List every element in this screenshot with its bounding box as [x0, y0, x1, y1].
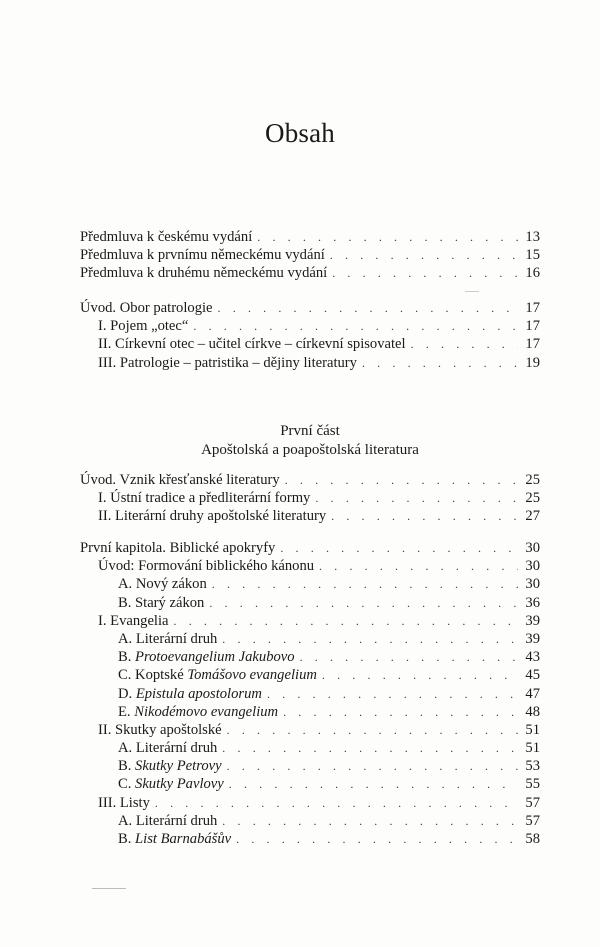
part-subtitle: Apoštolská a poapoštolská literatura — [201, 442, 419, 458]
toc-leader-dots — [330, 246, 518, 264]
toc-leader-dots — [222, 630, 518, 648]
toc-leader-dots — [362, 354, 518, 372]
toc-entry — [80, 666, 540, 684]
toc-entry — [80, 539, 540, 557]
toc-entry-label: Předmluva k českému vydání — [80, 229, 253, 245]
toc-page-number: 51 — [525, 740, 540, 757]
toc-entry-prefix: D. — [118, 685, 136, 702]
toc-page-number: 30 — [525, 558, 540, 575]
toc-entry — [80, 471, 540, 489]
toc-entry-label: A. Literární druh — [118, 812, 218, 829]
toc-page-number: 16 — [525, 265, 540, 282]
toc-leader-dots — [229, 775, 518, 793]
toc-leader-dots — [227, 757, 518, 775]
scan-mark — [92, 888, 126, 889]
toc-entry — [80, 775, 540, 793]
toc-entry-label: III. Listy — [98, 794, 150, 811]
toc-entry-label — [118, 830, 231, 848]
toc-prefaces — [80, 228, 540, 283]
toc-leader-dots — [300, 648, 518, 666]
toc-page-number: 19 — [525, 354, 540, 371]
toc-page-number: 48 — [525, 703, 540, 720]
toc-entry-italic-title: Skutky Petrovy — [135, 758, 222, 775]
toc-entry-italic-title: Nikodémovo evangelium — [134, 703, 279, 720]
toc-leader-dots — [411, 335, 518, 353]
toc-entry — [80, 812, 540, 830]
toc-entry — [80, 335, 540, 353]
toc-introduction — [80, 299, 540, 372]
toc-entry-label: První kapitola. Biblické apokryfy — [80, 540, 276, 556]
toc-entry-italic-title: Protoevangelium Jakubovo — [135, 649, 295, 666]
toc-page-number: 39 — [525, 630, 540, 647]
toc-entry — [80, 317, 540, 335]
toc-leader-dots — [209, 594, 518, 612]
toc-leader-dots — [331, 507, 518, 525]
toc-entry — [80, 685, 540, 703]
scan-mark — [465, 291, 479, 292]
toc-entry-label: A. Nový zákon — [118, 576, 207, 593]
toc-entry — [80, 830, 540, 848]
toc-entry — [80, 721, 540, 739]
toc-leader-dots — [280, 539, 518, 557]
toc-page-number: 55 — [525, 776, 540, 793]
toc-entry-label: Úvod: Formování biblického kánonu — [98, 558, 315, 575]
toc-entry-label — [118, 666, 317, 684]
toc-entry-italic-title: List Barnabášův — [135, 831, 232, 847]
toc-entry — [80, 354, 540, 372]
toc-entry-prefix: C. Koptské — [118, 667, 188, 684]
toc-page-number: 17 — [525, 336, 540, 353]
toc-entry-label: II. Církevní otec – učitel církve – církevní spisovatel — [98, 336, 406, 353]
toc-entry-label: III. Patrologie – patristika – dějiny literatury — [98, 354, 357, 371]
toc-entry-label: I. Evangelia — [98, 612, 169, 629]
toc-entry — [80, 703, 540, 721]
toc-leader-dots — [332, 264, 518, 282]
toc-entry-prefix: B. — [118, 758, 136, 775]
toc-entry — [80, 489, 540, 507]
toc-entry-label — [118, 648, 295, 666]
toc-entry-label: II. Skutky apoštolské — [98, 721, 222, 738]
toc-entry-label: Předmluva k prvnímu německému vydání — [80, 247, 325, 264]
toc-entry-label — [118, 703, 278, 721]
toc-entry-label — [118, 757, 222, 775]
toc-entry — [80, 612, 540, 630]
toc-page-number: 30 — [525, 576, 540, 593]
toc-entry-label — [118, 775, 224, 793]
toc-page-number: 17 — [525, 300, 540, 316]
toc-leader-dots — [174, 612, 518, 630]
toc-entry — [80, 299, 540, 317]
toc-chapter-one — [80, 539, 540, 848]
toc-page-number: 53 — [525, 758, 540, 775]
toc-leader-dots — [315, 489, 518, 507]
toc-entry — [80, 246, 540, 264]
toc-entry — [80, 507, 540, 525]
toc-leader-dots — [155, 794, 518, 812]
toc-entry — [80, 575, 540, 593]
toc-leader-dots — [257, 228, 518, 246]
toc-leader-dots — [193, 317, 518, 335]
toc-entry — [80, 757, 540, 775]
toc-entry-label: A. Literární druh — [118, 630, 218, 647]
toc-leader-dots — [222, 739, 518, 757]
toc-entry-prefix: E. — [118, 703, 135, 720]
toc-entry-prefix: B. — [118, 649, 136, 666]
toc-entry-label: Úvod. Vznik křesťanské literatury — [80, 472, 280, 488]
toc-page-number: 58 — [525, 831, 540, 847]
toc-entry-prefix: C. — [118, 776, 136, 793]
toc-page-number: 13 — [525, 229, 540, 245]
toc-page-number: 30 — [525, 540, 540, 556]
toc-page-number: 45 — [525, 667, 540, 684]
toc-page-number: 25 — [525, 472, 540, 488]
toc-leader-dots — [222, 812, 518, 830]
toc-entry-label: I. Ústní tradice a předliterární formy — [98, 490, 311, 507]
toc-leader-dots — [322, 666, 518, 684]
toc-entry-label: Úvod. Obor patrologie — [80, 300, 213, 316]
toc-entry — [80, 648, 540, 666]
toc-page-number: 43 — [525, 649, 540, 666]
toc-entry-italic-title: Skutky Pavlovy — [135, 776, 224, 793]
toc-entry-italic-title: Tomášovo evangelium — [187, 667, 317, 684]
toc-entry — [80, 739, 540, 757]
toc-page-number: 51 — [525, 721, 540, 738]
toc-entry-label: II. Literární druhy apoštolské literatury — [98, 508, 327, 525]
page-title: Obsah — [265, 118, 335, 148]
toc-entry — [80, 594, 540, 612]
toc-leader-dots — [227, 721, 518, 739]
toc-entry — [80, 630, 540, 648]
toc-leader-dots — [218, 299, 518, 317]
toc-entry-label: I. Pojem „otec“ — [98, 318, 189, 335]
toc-leader-dots — [319, 557, 518, 575]
part-heading: První část — [280, 423, 340, 439]
toc-entry-label: A. Literární druh — [118, 740, 218, 757]
toc-page-number: 27 — [525, 508, 540, 525]
toc-page-number: 39 — [525, 612, 540, 629]
toc-page-number: 17 — [525, 318, 540, 335]
toc-page-number: 57 — [525, 812, 540, 829]
toc-entry — [80, 264, 540, 282]
toc-entry-italic-title: Epistula apostolorum — [135, 685, 262, 702]
toc-entry — [80, 228, 540, 246]
toc-entry — [80, 794, 540, 812]
toc-leader-dots — [283, 703, 518, 721]
toc-page-number: 57 — [525, 794, 540, 811]
toc-entry-label — [118, 685, 262, 703]
toc-part-intro — [80, 471, 540, 526]
toc-leader-dots — [267, 685, 518, 703]
toc-entry — [80, 557, 540, 575]
toc-entry-label: B. Starý zákon — [118, 594, 205, 611]
toc-entry-label: Předmluva k druhému německému vydání — [80, 265, 328, 282]
toc-page-number: 25 — [525, 490, 540, 507]
toc-entry-prefix: B. — [118, 831, 136, 847]
toc-page-number: 15 — [525, 247, 540, 264]
toc-page-number: 47 — [525, 685, 540, 702]
toc-page-number: 36 — [525, 594, 540, 611]
toc-leader-dots — [212, 575, 518, 593]
toc-leader-dots — [236, 830, 518, 848]
toc-leader-dots — [285, 471, 518, 489]
